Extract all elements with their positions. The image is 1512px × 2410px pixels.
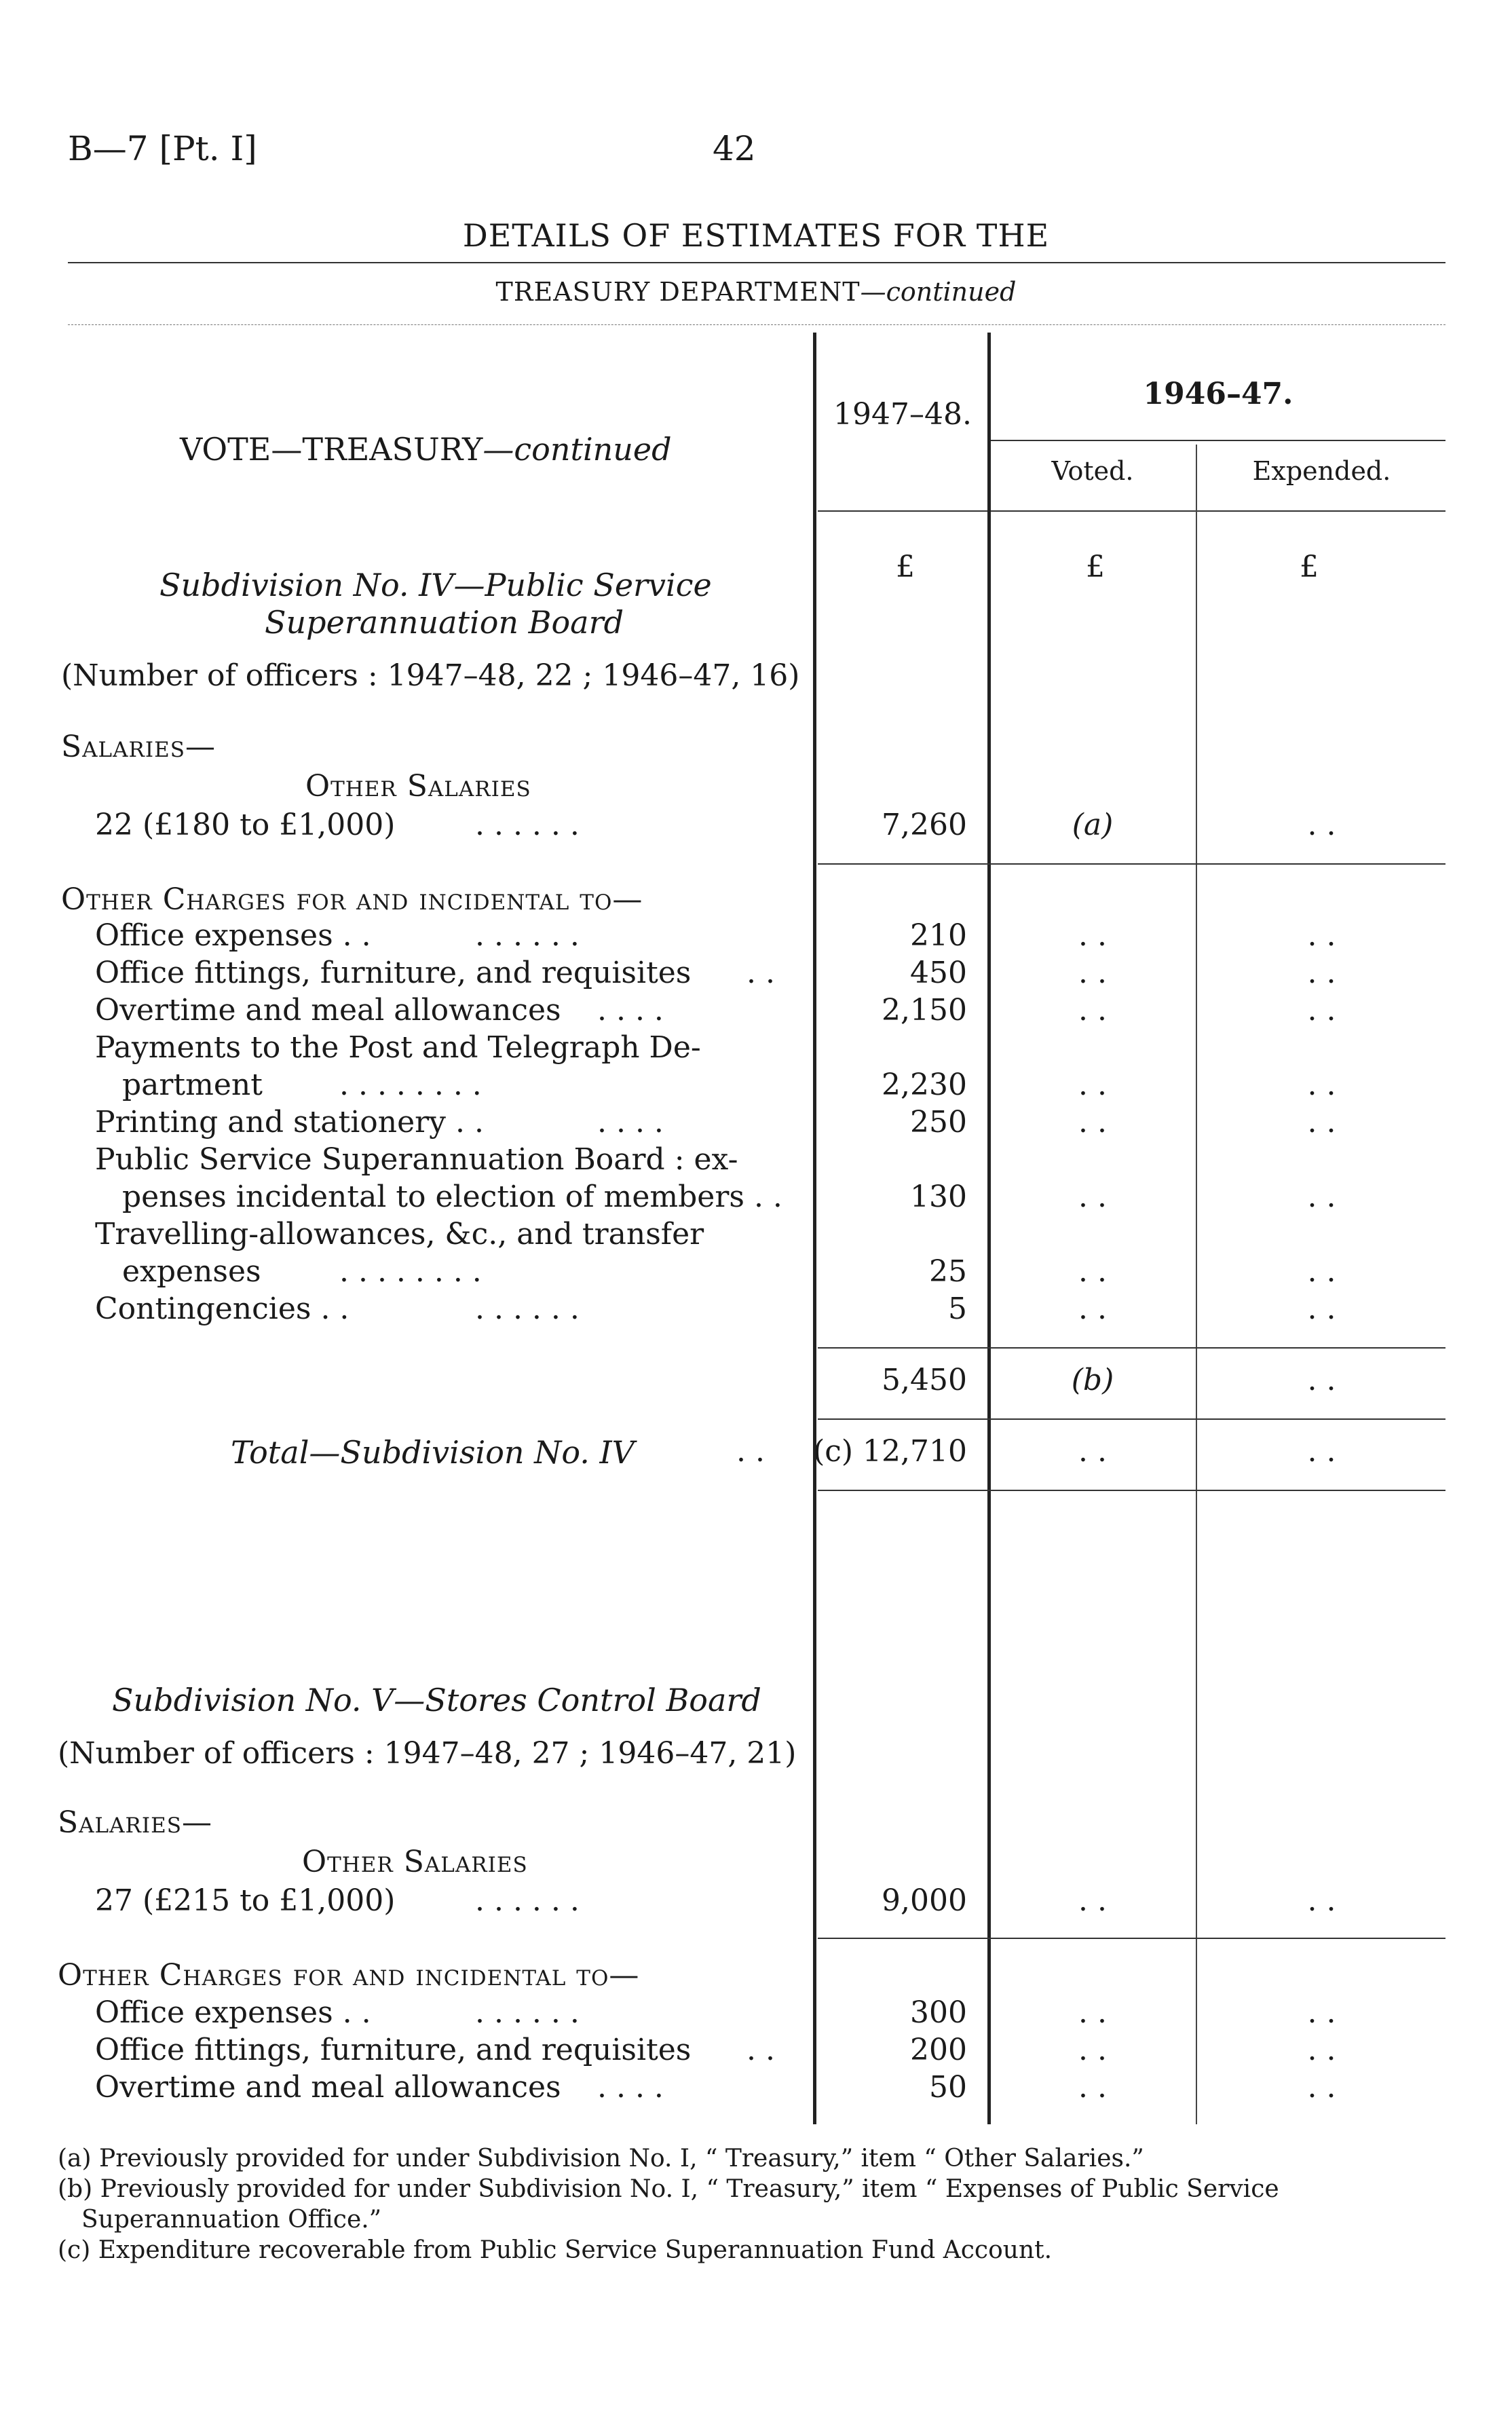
sub5-title: Subdivision No. V—Stores Control Board <box>112 1682 761 1718</box>
sub5-item-dots: . . <box>746 2033 775 2067</box>
department-rule <box>68 324 1445 325</box>
sub4-title-line1: Subdivision No. IV—Public Service <box>159 567 712 603</box>
vote-heading: VOTE—TREASURY—continued <box>180 431 672 468</box>
sub5-item-expended: . . <box>1307 2070 1336 2105</box>
header-rule-year <box>991 440 1445 441</box>
sub5-item-dots: . . . . <box>597 2070 664 2105</box>
sub4-item-label: Travelling-allowances, &c., and transfer <box>95 1217 704 1251</box>
sub4-item-expended: . . <box>1307 1254 1336 1289</box>
column-1946-47: 1946–47. <box>1143 377 1293 411</box>
header-rule-bottom <box>818 510 1445 512</box>
sub4-item-voted: . . <box>1078 956 1107 990</box>
sub4-item-expended: . . <box>1307 1180 1336 1214</box>
sub4-total-voted: . . <box>1078 1434 1107 1469</box>
sub4-item-label: Printing and stationery . . <box>95 1105 484 1140</box>
sub4-item-1947-48: 2,230 <box>882 1068 967 1102</box>
sub5-other-salaries: Other Salaries <box>302 1845 528 1879</box>
sub4-item-label: Contingencies . . <box>95 1292 349 1326</box>
sub4-item-dots: . . . . . . <box>475 1292 580 1326</box>
sub4-item-dots: . . . . . . <box>475 918 580 953</box>
sub4-salary-label: 22 (£180 to £1,000) <box>95 808 396 842</box>
sub4-salaries-heading: Salaries— <box>61 730 216 764</box>
sub4-item-expended: . . <box>1307 1105 1336 1140</box>
sub5-item-label: Overtime and meal allowances <box>95 2070 561 2105</box>
sub4-item-label: Office expenses . . <box>95 918 371 953</box>
sub4-item-label: Public Service Superannuation Board : ex- <box>95 1142 738 1177</box>
sub4-item-voted: . . <box>1078 918 1107 953</box>
column-voted: Voted. <box>1051 456 1134 486</box>
column-rule-right <box>1196 445 1197 2124</box>
sub5-salary-label: 27 (£215 to £1,000) <box>95 1883 396 1918</box>
sub4-item-dots: . . . . <box>597 1105 664 1140</box>
sub4-item-voted: . . <box>1078 1254 1107 1289</box>
sub4-item-label-cont: expenses <box>122 1254 261 1289</box>
title-rule <box>68 262 1445 263</box>
sub4-item-label: Overtime and meal allowances <box>95 993 561 1028</box>
sub5-charges-heading: Other Charges for and incidental to— <box>58 1958 640 1993</box>
footnote-b-cont: Superannuation Office.” <box>81 2206 382 2234</box>
sub4-charges-heading: Other Charges for and incidental to— <box>61 882 643 917</box>
sub5-item-dots: . . . . . . <box>475 1995 580 2030</box>
currency-expended: £ <box>1300 550 1319 584</box>
sub4-item-label-cont: penses incidental to election of members . . <box>122 1180 782 1214</box>
sub4-total-1947-48: (c) 12,710 <box>813 1434 967 1469</box>
sub4-charges-total-voted: (b) <box>1071 1363 1114 1397</box>
sub5-item-label: Office expenses . . <box>95 1995 371 2030</box>
sub4-item-expended: . . <box>1307 1068 1336 1102</box>
sub4-item-dots: . . . . . . . . <box>339 1254 482 1289</box>
sub4-item-voted: . . <box>1078 1105 1107 1140</box>
department-heading: TREASURY DEPARTMENT—continued <box>495 277 1017 307</box>
footnote-a: (a) Previously provided for under Subdivision No. I, “ Treasury,” item “ Other Salaries.” <box>58 2145 1144 2172</box>
sub5-item-voted: . . <box>1078 2033 1107 2067</box>
sub5-item-voted: . . <box>1078 1995 1107 2030</box>
sub4-item-expended: . . <box>1307 918 1336 953</box>
sub4-item-1947-48: 210 <box>910 918 967 953</box>
column-expended: Expended. <box>1252 456 1391 486</box>
sub5-salary-rule <box>818 1938 1445 1939</box>
sub4-item-1947-48: 5 <box>948 1292 967 1326</box>
sub5-salary-1947-48: 9,000 <box>882 1883 967 1918</box>
sub4-charges-rule-bottom <box>818 1418 1445 1420</box>
column-rule-left <box>813 333 816 2124</box>
sub5-item-expended: . . <box>1307 2033 1336 2067</box>
sub4-item-dots: . . <box>746 956 775 990</box>
sub5-item-voted: . . <box>1078 2070 1107 2105</box>
sub5-officers: (Number of officers : 1947–48, 27 ; 1946–47, 21) <box>58 1736 797 1771</box>
sub4-officers: (Number of officers : 1947–48, 22 ; 1946–47, 16) <box>61 658 800 693</box>
sub4-salary-rule <box>818 863 1445 865</box>
currency-voted: £ <box>1086 550 1105 584</box>
sub4-item-1947-48: 2,150 <box>882 993 967 1028</box>
sub4-item-1947-48: 450 <box>910 956 967 990</box>
sub4-item-dots: . . . . <box>597 993 664 1028</box>
sub4-total-dots: . . <box>736 1434 765 1469</box>
sub5-salary-voted: . . <box>1078 1883 1107 1918</box>
sub4-total-rule <box>818 1490 1445 1491</box>
sub5-item-1947-48: 200 <box>910 2033 967 2067</box>
column-rule-middle <box>987 333 991 2124</box>
sub5-salaries-heading: Salaries— <box>58 1805 212 1840</box>
sub4-charges-rule-top <box>818 1347 1445 1349</box>
sub4-salary-1947-48: 7,260 <box>882 808 967 842</box>
sub4-item-label: Office fittings, furniture, and requisites <box>95 956 692 990</box>
sub4-item-expended: . . <box>1307 1292 1336 1326</box>
footnote-c: (c) Expenditure recoverable from Public Service Superannuation Fund Account. <box>58 2236 1053 2264</box>
currency-1947-48: £ <box>896 550 915 584</box>
sub4-item-label: Payments to the Post and Telegraph De- <box>95 1030 701 1065</box>
sub4-item-voted: . . <box>1078 1292 1107 1326</box>
sub4-item-1947-48: 25 <box>929 1254 967 1289</box>
sub4-item-label-cont: partment <box>122 1068 263 1102</box>
sub4-item-voted: . . <box>1078 1180 1107 1214</box>
sub4-item-expended: . . <box>1307 956 1336 990</box>
sub4-item-1947-48: 130 <box>910 1180 967 1214</box>
sub4-total-expended: . . <box>1307 1434 1336 1469</box>
page-number: 42 <box>713 129 756 168</box>
sub5-item-1947-48: 50 <box>929 2070 967 2105</box>
sub4-item-voted: . . <box>1078 993 1107 1028</box>
sub4-total-label: Total—Subdivision No. IV <box>231 1434 635 1471</box>
sub4-item-dots: . . . . . . . . <box>339 1068 482 1102</box>
sub5-salary-expended: . . <box>1307 1883 1336 1918</box>
sub5-salary-dots: . . . . . . <box>475 1883 580 1918</box>
page-title: DETAILS OF ESTIMATES FOR THE <box>462 217 1050 254</box>
sub5-item-1947-48: 300 <box>910 1995 967 2030</box>
column-1947-48: 1947–48. <box>833 397 972 432</box>
sub4-charges-total-1947-48: 5,450 <box>882 1363 967 1397</box>
sub4-salary-voted: (a) <box>1072 808 1114 842</box>
sub4-salary-expended: . . <box>1307 808 1336 842</box>
sub5-item-label: Office fittings, furniture, and requisites <box>95 2033 692 2067</box>
document-reference: B—7 [Pt. I] <box>68 129 257 168</box>
sub4-other-salaries: Other Salaries <box>305 769 531 804</box>
sub4-title-line2: Superannuation Board <box>265 604 624 641</box>
sub5-item-expended: . . <box>1307 1995 1336 2030</box>
sub4-salary-dots: . . . . . . <box>475 808 580 842</box>
sub4-item-voted: . . <box>1078 1068 1107 1102</box>
sub4-item-expended: . . <box>1307 993 1336 1028</box>
sub4-item-1947-48: 250 <box>910 1105 967 1140</box>
footnote-b: (b) Previously provided for under Subdivision No. I, “ Treasury,” item “ Expenses of Public Service <box>58 2175 1279 2203</box>
sub4-charges-total-expended: . . <box>1307 1363 1336 1397</box>
